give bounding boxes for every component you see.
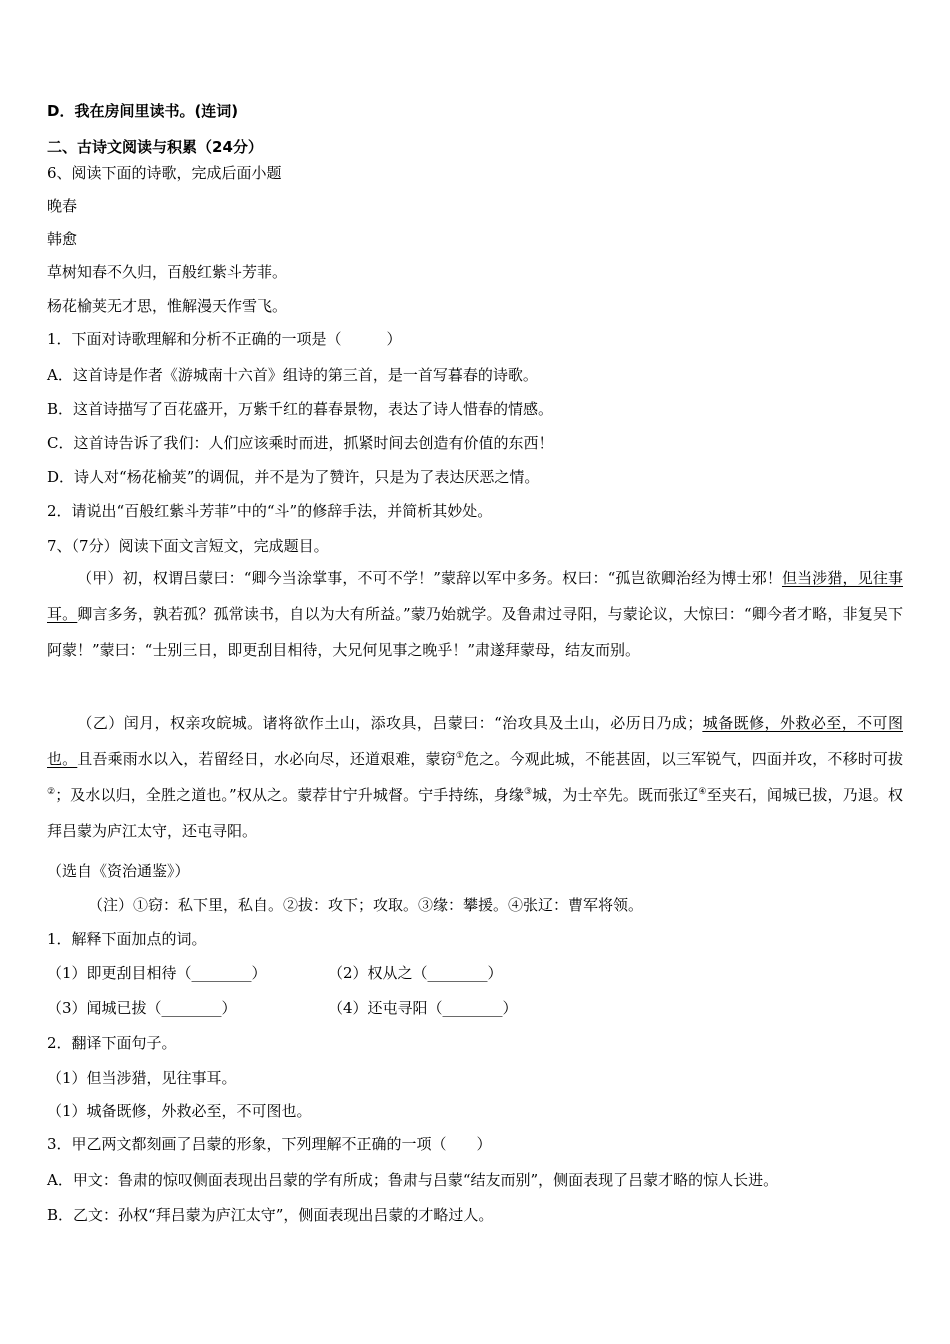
question-6-option-d: D．诗人对“杨花榆荚”的调侃，并不是为了赞许，只是为了表达厌恶之情。 bbox=[47, 468, 540, 486]
poem-author: 韩愈 bbox=[47, 230, 78, 248]
question-7-sub-2: 2．翻译下面句子。 bbox=[47, 1034, 177, 1052]
passage-yi-text-6: 至夹石，闻城已拔，乃退。权拜吕蒙为庐江太守，还屯寻阳。 bbox=[47, 786, 903, 840]
word-item-1: （1）即更刮目相待（________） bbox=[47, 964, 267, 982]
note-mark-4: ④ bbox=[698, 787, 707, 797]
question-6-option-b: B．这首诗描写了百花盛开，万紫千红的暮春景物，表达了诗人惜春的情感。 bbox=[47, 400, 554, 418]
translate-item-2: （1）城备既修，外救必至，不可图也。 bbox=[47, 1102, 312, 1120]
passage-jia bbox=[47, 560, 903, 668]
note-mark-1: ① bbox=[455, 751, 465, 761]
question-6-sub-2: 2．请说出“百般红紫斗芳菲”中的“斗”的修辞手法，并简析其妙处。 bbox=[47, 502, 493, 520]
passage-jia-text-1: （甲）初，权谓吕蒙曰：“卿今当涂掌事，不可不学！”蒙辞以军中多务。权曰：“孤岂欲卿治经为博士邪！ bbox=[77, 569, 782, 587]
note-mark-3: ③ bbox=[523, 787, 533, 797]
word-item-3: （3）闻城已拔（________） bbox=[47, 999, 237, 1017]
question-6-intro: 6、阅读下面的诗歌，完成后面小题 bbox=[47, 164, 282, 182]
poem-title: 晚春 bbox=[47, 197, 78, 215]
passage-source: （选自《资治通鉴》） bbox=[47, 862, 190, 880]
passage-yi-text-5: 城，为士卒先。既而张辽 bbox=[532, 786, 699, 804]
question-7-option-b: B．乙文：孙权“拜吕蒙为庐江太守”，侧面表现出吕蒙的才略过人。 bbox=[47, 1206, 494, 1224]
poem-line-2: 杨花榆荚无才思，惟解漫天作雪飞。 bbox=[47, 297, 288, 315]
passage-yi-underlined: 城备既修，外救必至，不可图也。 bbox=[47, 714, 903, 768]
section-2-title: 二、古诗文阅读与积累（24分） bbox=[47, 138, 263, 156]
question-7-intro: 7、（7分）阅读下面文言短文，完成题目。 bbox=[47, 537, 329, 555]
passage-yi bbox=[47, 705, 903, 849]
passage-yi-text-4: ；及水以归，全胜之道也。”权从之。蒙荐甘宁升城督。宁手持练，身缘 bbox=[55, 786, 524, 804]
note-mark-2: ② bbox=[47, 787, 56, 797]
question-6-option-a: A．这首诗是作者《游城南十六首》组诗的第三首，是一首写暮春的诗歌。 bbox=[47, 366, 538, 384]
passage-notes: （注）①窃：私下里，私自。②拔：攻下；攻取。③缘：攀援。④张辽：曹军将领。 bbox=[88, 896, 644, 914]
question-7-sub-1: 1．解释下面加点的词。 bbox=[47, 930, 207, 948]
word-item-2: （2）权从之（________） bbox=[328, 964, 503, 982]
passage-yi-text-1: （乙）闰月，权亲攻皖城。诸将欲作土山，添攻具，吕蒙曰：“治攻具及土山，必历日乃成； bbox=[77, 714, 703, 732]
question-7-option-a: A．甲文：鲁肃的惊叹侧面表现出吕蒙的学有所成；鲁肃与吕蒙“结友而别”，侧面表现了吕蒙才略的惊人长进。 bbox=[47, 1171, 779, 1189]
word-item-4: （4）还屯寻阳（________） bbox=[328, 999, 518, 1017]
passage-yi-text-3: 危之。今观此城，不能甚固，以三军锐气，四面并攻，不移时可拔 bbox=[464, 750, 903, 768]
question-7-sub-3: 3．甲乙两文都刻画了吕蒙的形象，下列理解不正确的一项（ ） bbox=[47, 1135, 492, 1153]
passage-jia-text-2: 卿言多务，孰若孤？孤常读书，自以为大有所益。”蒙乃始就学。及鲁肃过寻阳，与蒙论议，大惊曰：“卿今者才略，非复吴下阿蒙！”蒙曰：“士别三日，即更刮目相待，大兄何见事之晚乎！”肃遂拜蒙母，结友而别。 bbox=[47, 605, 903, 659]
question-6-sub-1: 1．下面对诗歌理解和分析不正确的一项是（ ） bbox=[47, 330, 402, 348]
translate-item-1: （1）但当涉猎，见往事耳。 bbox=[47, 1069, 237, 1087]
poem-line-1: 草树知春不久归，百般红紫斗芳菲。 bbox=[47, 263, 288, 281]
passage-yi-text-2: 且吾乘雨水以入，若留经日，水必向尽，还道艰难，蒙窃 bbox=[77, 750, 456, 768]
passage-jia-underlined: 但当涉猎，见往事耳。 bbox=[47, 569, 903, 623]
question-6-option-c: C．这首诗告诉了我们：人们应该乘时而进，抓紧时间去创造有价值的东西！ bbox=[47, 434, 554, 452]
question-5-option-d: D．我在房间里读书。(连词) bbox=[47, 102, 239, 120]
